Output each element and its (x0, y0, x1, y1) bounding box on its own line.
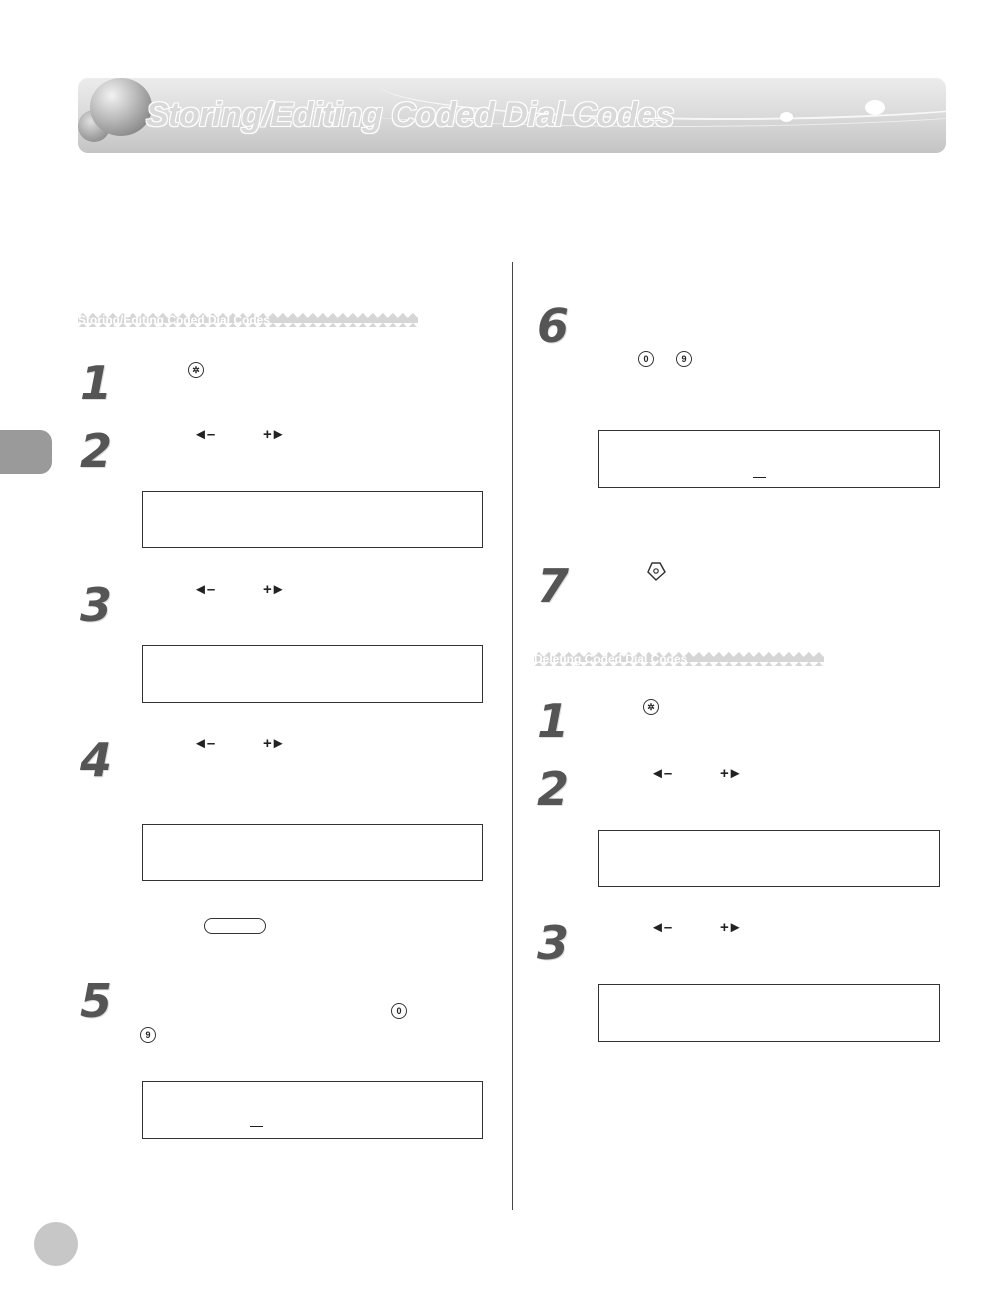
chapter-tab (0, 430, 52, 474)
lcd-display (598, 430, 940, 488)
nine-key-icon: 9 (676, 351, 692, 367)
step-number: 3 (537, 916, 570, 970)
step-number: 6 (537, 299, 570, 353)
left-minus-key-icon: ◄– (650, 919, 672, 936)
step-number: 3 (80, 578, 113, 632)
step-number: 5 (80, 974, 113, 1028)
section-heading-storing: Storing/Editing Coded Dial Codes (78, 313, 418, 327)
oval-key-icon (204, 918, 266, 934)
step-number: 1 (80, 356, 113, 410)
lcd-cursor (753, 477, 766, 478)
plus-right-key-icon: +► (720, 765, 742, 782)
plus-right-key-icon: +► (263, 735, 285, 752)
step-number: 2 (80, 424, 113, 478)
zero-key-icon: 0 (391, 1003, 407, 1019)
stop-reset-key-icon (645, 560, 667, 582)
plus-right-key-icon: +► (720, 919, 742, 936)
section-heading-deleting: Deleting Coded Dial Codes (534, 652, 824, 666)
left-minus-key-icon: ◄– (193, 426, 215, 443)
lcd-display (598, 984, 940, 1042)
step-number: 2 (537, 762, 570, 816)
lcd-display (142, 645, 483, 703)
plus-right-key-icon: +► (263, 581, 285, 598)
left-minus-key-icon: ◄– (193, 581, 215, 598)
left-minus-key-icon: ◄– (193, 735, 215, 752)
step-number: 4 (80, 733, 113, 787)
plus-right-key-icon: +► (263, 426, 285, 443)
step-number: 7 (537, 559, 570, 613)
page-title: Storing/Editing Coded Dial Codes (146, 96, 674, 134)
left-minus-key-icon: ◄– (650, 765, 672, 782)
nine-key-icon: 9 (140, 1027, 156, 1043)
address-book-key-icon: ✲ (643, 699, 659, 715)
lcd-display (142, 824, 483, 881)
address-book-key-icon: ✲ (188, 362, 204, 378)
zero-key-icon: 0 (638, 351, 654, 367)
lcd-cursor (250, 1126, 263, 1127)
lcd-display (142, 491, 483, 548)
column-divider (512, 262, 513, 1210)
page-number-circle (34, 1222, 78, 1266)
lcd-display (142, 1081, 483, 1139)
banner-sphere-icon (90, 78, 152, 136)
lcd-display (598, 830, 940, 887)
step-number: 1 (537, 694, 570, 748)
